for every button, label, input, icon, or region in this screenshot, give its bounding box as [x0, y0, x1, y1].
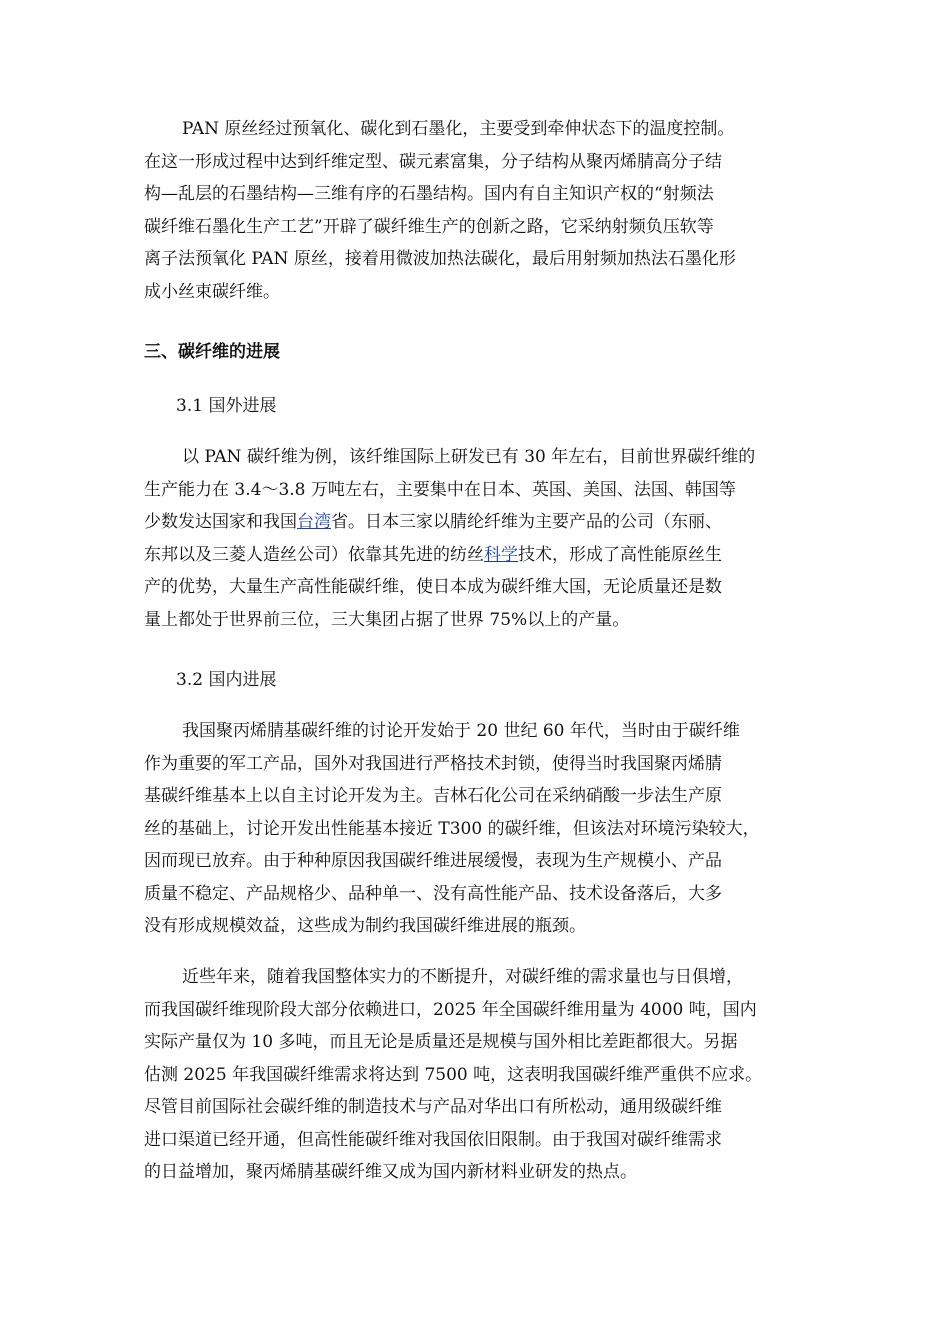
paragraph-domestic-history	[144, 715, 812, 943]
paragraph-domestic-demand	[144, 961, 812, 1189]
text-line: 进口渠道已经开通，但高性能碳纤维对我国依旧限制。由于我国对碳纤维需求	[144, 1129, 722, 1150]
text-line: 的日益增加，聚丙烯腈基碳纤维又成为国内新材料业研发的热点。	[144, 1162, 637, 1182]
text-line	[144, 539, 812, 572]
link-science[interactable]: 科学	[484, 544, 518, 565]
text-line	[144, 506, 812, 539]
text-line: 量上都处于世界前三位，三大集团占据了世界 75%以上的产量。	[144, 609, 630, 630]
text-line: PAN 原丝经过预氧化、碳化到石墨化，主要受到牵伸状态下的温度控制。	[182, 119, 735, 139]
text-line: 作为重要的军工产品，国外对我国进行严格技术封锁，使得当时我国聚丙烯腈	[144, 753, 722, 774]
paragraph-foreign-progress	[144, 441, 812, 636]
text-line: 产的优势，大量生产高性能碳纤维，使日本成为碳纤维大国，无论质量还是数	[144, 577, 722, 597]
text-segment: 东邦以及三菱人造丝公司）依靠其先进的纺丝	[144, 544, 484, 565]
paragraph-pan-process	[144, 113, 812, 308]
text-segment: 省。日本三家以腈纶纤维为主要产品的公司（东丽、	[331, 512, 722, 532]
text-line: 而我国碳纤维现阶段大部分依赖进口，2025 年全国碳纤维用量为 4000 吨，国内	[144, 999, 757, 1020]
link-taiwan[interactable]: 台湾	[297, 512, 331, 532]
text-segment: 技术，形成了高性能原丝生	[518, 544, 722, 565]
text-line: 丝的基础上，讨论开发出性能基本接近 T300 的碳纤维，但该法对环境污染较大，	[144, 818, 760, 839]
text-line: 离子法预氧化 PAN 原丝，接着用微波加热法碳化，最后用射频加热法石墨化形	[144, 249, 736, 269]
text-line: 成小丝束碳纤维。	[144, 281, 280, 302]
text-line: 估测 2025 年我国碳纤维需求将达到 7500 吨，这表明我国碳纤维严重供不应求。	[144, 1064, 763, 1085]
text-line: 我国聚丙烯腈基碳纤维的讨论开发始于 20 世纪 60 年代，当时由于碳纤维	[182, 721, 740, 741]
subsection-heading-foreign: 3.1 国外进展	[176, 396, 277, 416]
section-heading: 三、碳纤维的进展	[144, 342, 280, 362]
text-line: 因而现已放弃。由于种种原因我国碳纤维进展缓慢，表现为生产规模小、产品	[144, 851, 722, 871]
text-line: 质量不稳定、产品规格少、品种单一、没有高性能产品、技术设备落后，大多	[144, 883, 722, 904]
text-line: 基碳纤维基本上以自主讨论开发为主。吉林石化公司在采纳硝酸一步法生产原	[144, 786, 722, 806]
text-line: 实际产量仅为 10 多吨，而且无论是质量还是规模与国外相比差距都很大。另据	[144, 1032, 738, 1052]
text-line: 以 PAN 碳纤维为例，该纤维国际上研发已有 30 年左右，目前世界碳纤维的	[182, 447, 756, 467]
text-line: 近些年来，随着我国整体实力的不断提升，对碳纤维的需求量也与日俱增，	[182, 967, 743, 987]
text-line: 构—乱层的石墨结构—三维有序的石墨结构。国内有自主知识产权的“射频法	[144, 184, 714, 204]
subsection-heading-domestic: 3.2 国内进展	[176, 670, 277, 690]
text-line: 没有形成规模效益，这些成为制约我国碳纤维进展的瓶颈。	[144, 916, 586, 936]
text-line: 生产能力在 3.4～3.8 万吨左右，主要集中在日本、英国、美国、法国、韩国等	[144, 479, 736, 500]
text-line: 在这一形成过程中达到纤维定型、碳元素富集，分子结构从聚丙烯腈高分子结	[144, 151, 722, 172]
text-line: 碳纤维石墨化生产工艺”开辟了碳纤维生产的创新之路，它采纳射频负压软等	[144, 216, 714, 237]
text-segment: 少数发达国家和我国	[144, 512, 297, 532]
text-line: 尽管目前国际社会碳纤维的制造技术与产品对华出口有所松动，通用级碳纤维	[144, 1097, 722, 1117]
